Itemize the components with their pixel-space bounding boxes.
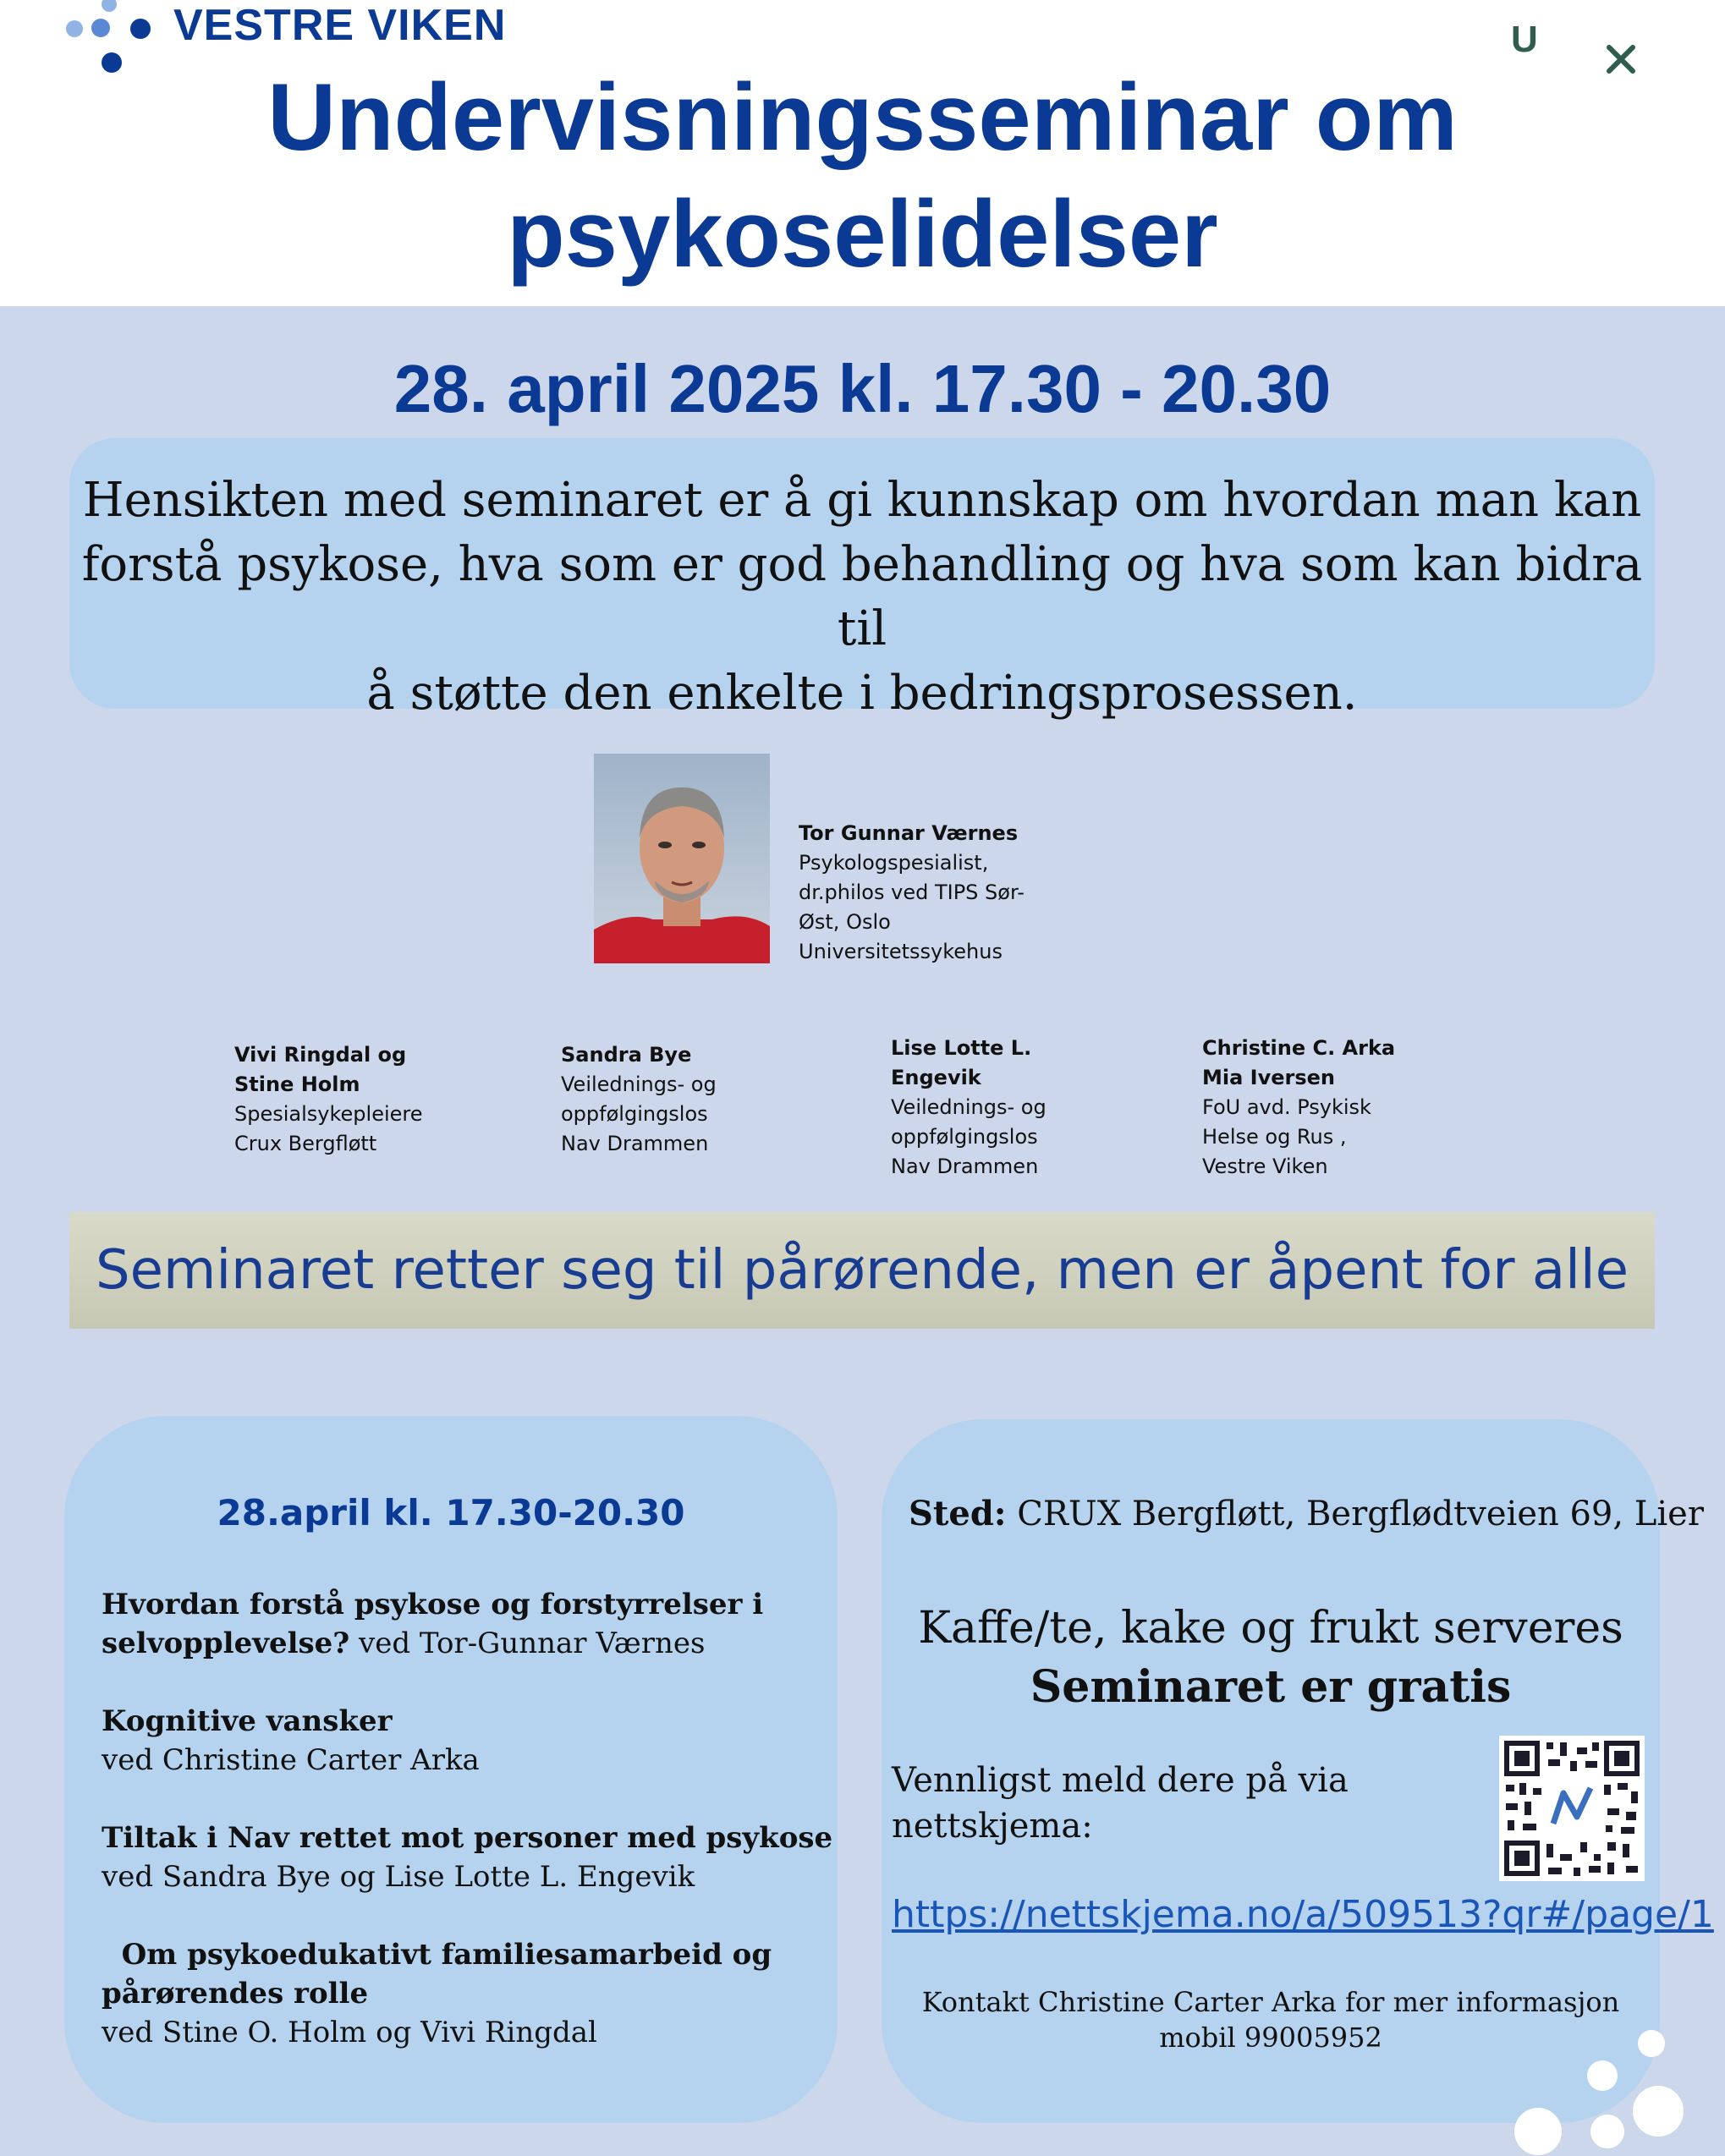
speaker-role: Universitetssykehus: [799, 940, 1003, 963]
speaker-role: dr.philos ved TIPS Sør-: [799, 881, 1025, 904]
purpose-text: [69, 469, 1655, 726]
program-item-title: pårørendes rolle: [102, 1977, 369, 2011]
purpose-line: forstå psykose, hva som er god behandling og hva som kan bidra til: [81, 537, 1643, 656]
speaker-role: Veilednings- og: [561, 1073, 717, 1096]
speaker-lise-lotte: [891, 1034, 1047, 1182]
speaker-name: Vivi Ringdal og: [234, 1043, 407, 1067]
registration-text: [892, 1758, 1365, 1849]
speaker-name: Sandra Bye: [561, 1043, 692, 1067]
speaker-role: Helse og Rus ,: [1202, 1125, 1347, 1149]
venue-value: CRUX Bergfløtt, Bergflødtveien 69, Lier: [1006, 1495, 1704, 1533]
speaker-role: Vestre Viken: [1202, 1155, 1328, 1178]
event-date: 28. april 2025 kl. 17.30 - 20.30: [393, 351, 1332, 426]
purpose-line: Hensikten med seminaret er å gi kunnskap om hvordan man kan: [82, 473, 1642, 528]
program-item-speaker: ved Stine O. Holm og Vivi Ringdal: [102, 2016, 597, 2049]
main-speaker: [799, 819, 1025, 967]
venue: [909, 1494, 1704, 1533]
decor-circle: [1590, 2115, 1624, 2148]
program-item: [102, 1819, 833, 1896]
speaker-name: Mia Iversen: [1202, 1066, 1335, 1089]
decor-circle: [1587, 2060, 1618, 2091]
page-title: [0, 59, 1725, 293]
speaker-role: oppfølgingslos: [891, 1125, 1038, 1149]
purpose-line: å støtte den enkelte i bedringsprosessen.: [366, 666, 1358, 721]
audience-banner-text: Seminaret retter seg til pårørende, men er åpent for alle: [95, 1239, 1629, 1302]
speaker-name: Tor Gunnar Værnes: [799, 821, 1019, 845]
program-item-title: Om psykoedukativt familiesamarbeid og: [102, 1938, 772, 1972]
speaker-role: Øst, Oslo: [799, 910, 891, 934]
title-line-1: Undervisningsseminar om: [267, 64, 1458, 170]
speaker-role: Psykologspesialist,: [799, 851, 989, 875]
program-item-title: Hvordan forstå psykose og forstyrrelser i: [102, 1588, 764, 1621]
registration-line: Vennligst meld dere på via: [892, 1761, 1349, 1800]
logo-text: VESTRE VIKEN: [173, 1, 507, 50]
speaker-role: FoU avd. Psykisk: [1202, 1095, 1371, 1119]
speaker-role: Nav Drammen: [561, 1132, 709, 1155]
program-item-title: selvopplevelse?: [102, 1627, 350, 1660]
decor-circle: [1514, 2108, 1562, 2155]
audience-banner: [69, 1212, 1655, 1329]
registration-link[interactable]: https://nettskjema.no/a/509513?qr#/page/1: [892, 1893, 1714, 1936]
program-date: 28.april kl. 17.30-20.30: [217, 1492, 685, 1533]
speaker-sandra: [561, 1040, 717, 1159]
title-line-2: psykoselidelser: [507, 181, 1218, 287]
purpose-box: [69, 438, 1655, 721]
speaker-name: Stine Holm: [234, 1073, 360, 1096]
speaker-christine-mia: [1202, 1034, 1395, 1182]
header: [0, 0, 1725, 306]
speaker-role: Veilednings- og: [891, 1095, 1047, 1119]
speaker-role: Spesialsykepleiere: [234, 1102, 423, 1126]
decor-circle: [1633, 2086, 1684, 2137]
contact-line: mobil 99005952: [1159, 2022, 1382, 2054]
qr-code[interactable]: [1499, 1736, 1645, 1881]
info-box: [882, 1419, 1714, 2123]
speaker-role: Crux Bergfløtt: [234, 1132, 377, 1155]
program-box: [64, 1416, 838, 2123]
program-item-speaker: ved Sandra Bye og Lise Lotte L. Engevik: [102, 1860, 695, 1894]
refreshments-text: Kaffe/te, kake og frukt serveres: [918, 1603, 1623, 1654]
app-icon: U: [1511, 19, 1538, 60]
speaker-name: Lise Lotte L.: [891, 1036, 1032, 1060]
program-item: [102, 1935, 821, 2052]
program-item: [102, 1585, 821, 1663]
decor-circle: [1638, 2030, 1665, 2057]
program-item-title: Tiltak i Nav rettet mot personer med psykose: [102, 1821, 833, 1855]
venue-label: Sted:: [909, 1494, 1007, 1533]
speaker-vivi-stine: [234, 1040, 423, 1159]
contact-line: Kontakt Christine Carter Arka for mer informasjon: [921, 1986, 1620, 2018]
speaker-role: Nav Drammen: [891, 1155, 1039, 1178]
program-item-speaker: ved Christine Carter Arka: [102, 1743, 480, 1777]
speaker-photo: [594, 754, 770, 963]
speaker-name: Christine C. Arka: [1202, 1036, 1396, 1060]
free-text: Seminaret er gratis: [1030, 1661, 1512, 1713]
speaker-name: Engevik: [891, 1066, 981, 1089]
program-item-title: Kognitive vansker: [102, 1704, 393, 1738]
speaker-role: oppfølgingslos: [561, 1102, 708, 1126]
program-item-speaker: ved Tor-Gunnar Værnes: [349, 1627, 706, 1660]
program-item: [102, 1702, 821, 1780]
registration-line: nettskjema:: [892, 1807, 1093, 1846]
contact-text: [882, 1984, 1660, 2055]
